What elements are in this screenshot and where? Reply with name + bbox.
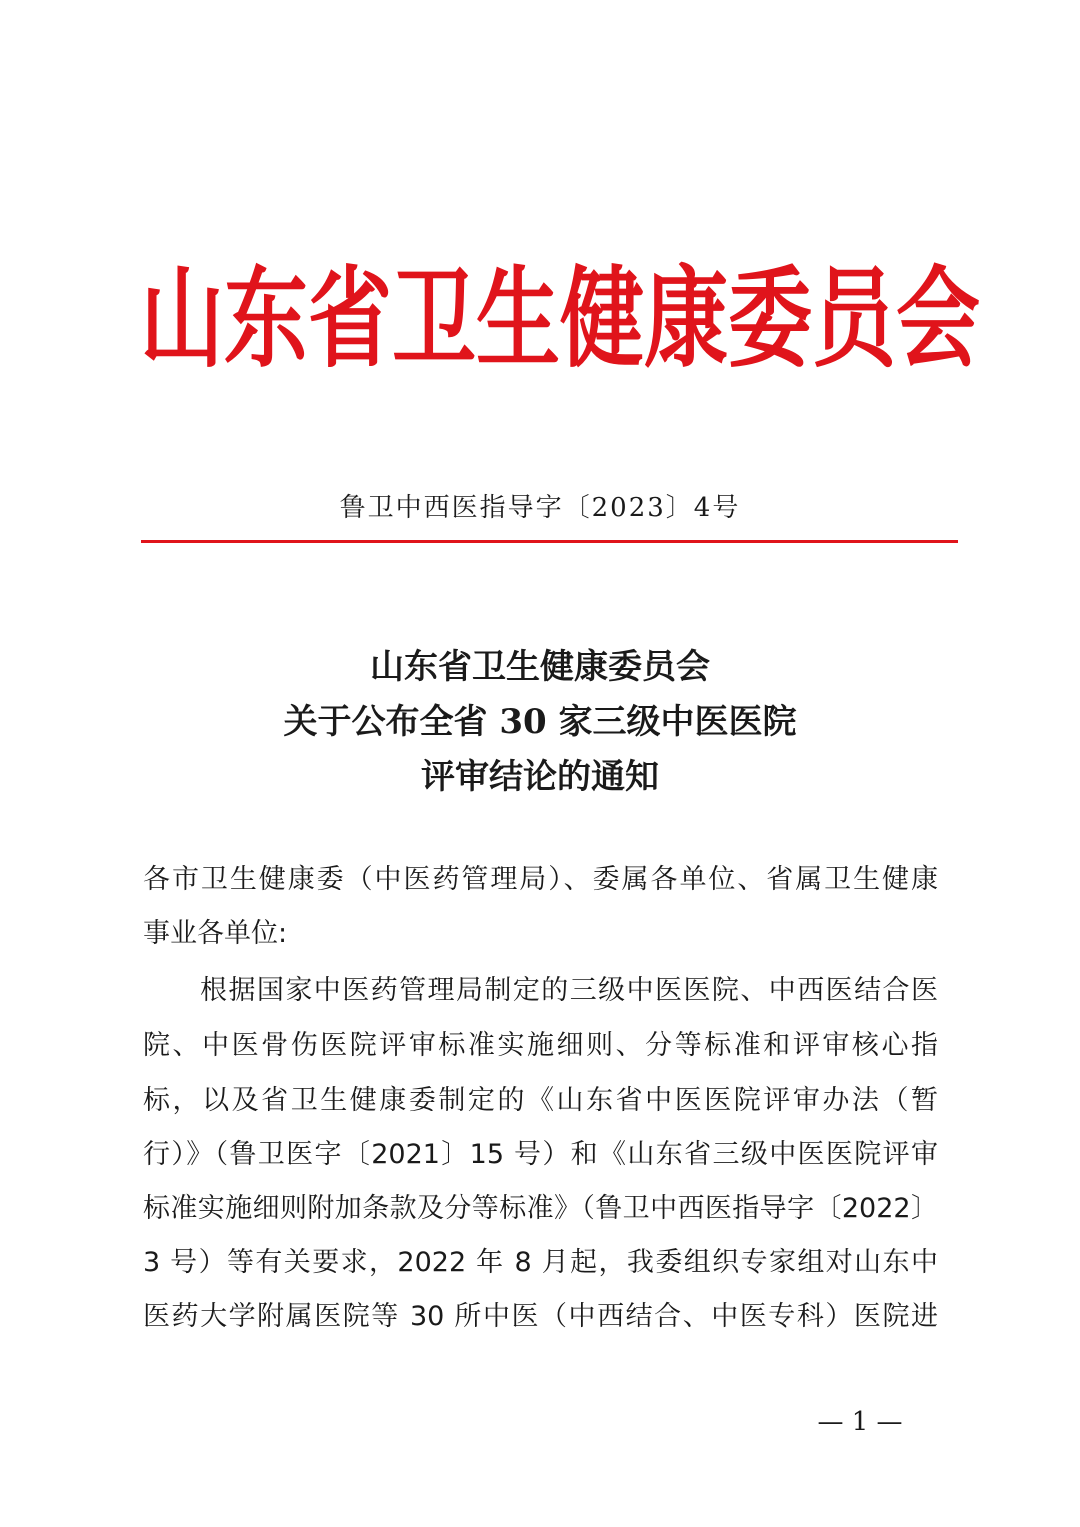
red-divider-rule (141, 540, 958, 543)
body-paragraph-line: 根据国家中医药管理局制定的三级中医医院、中西医结合医 (200, 975, 938, 1006)
body-paragraph-line: 行）》（鲁卫医字〔2021〕15 号）和《山东省三级中医医院评审 (143, 1139, 938, 1170)
body-paragraph-line: 标，以及省卫生健康委制定的《山东省中医医院评审办法（暂 (143, 1085, 938, 1116)
page-number: — 1 — (817, 1407, 903, 1437)
body-paragraph-line: 3 号）等有关要求，2022 年 8 月起，我委组织专家组对山东中 (143, 1247, 938, 1278)
body-paragraph-line: 标准实施细则附加条款及分等标准》（鲁卫中西医指导字〔2022〕 (143, 1193, 938, 1224)
document-number: 鲁卫中西医指导字〔2023〕4号 (339, 493, 741, 523)
addressee-line-1: 各市卫生健康委（中医药管理局）、委属各单位、省属卫生健康 (143, 864, 938, 895)
notice-title-line-3: 评审结论的通知 (421, 757, 659, 797)
body-paragraph-line: 医药大学附属医院等 30 所中医（中西结合、中医专科）医院进 (143, 1301, 938, 1332)
masthead-title: 山东省卫生健康委员会 (140, 254, 981, 383)
body-paragraph-line: 院、中医骨伤医院评审标准实施细则、分等标准和评审核心指 (143, 1030, 938, 1061)
addressee-line-2: 事业各单位: (143, 918, 288, 949)
notice-title-line-2: 关于公布全省 30 家三级中医医院 (283, 702, 797, 742)
notice-title-line-1: 山东省卫生健康委员会 (370, 647, 710, 687)
